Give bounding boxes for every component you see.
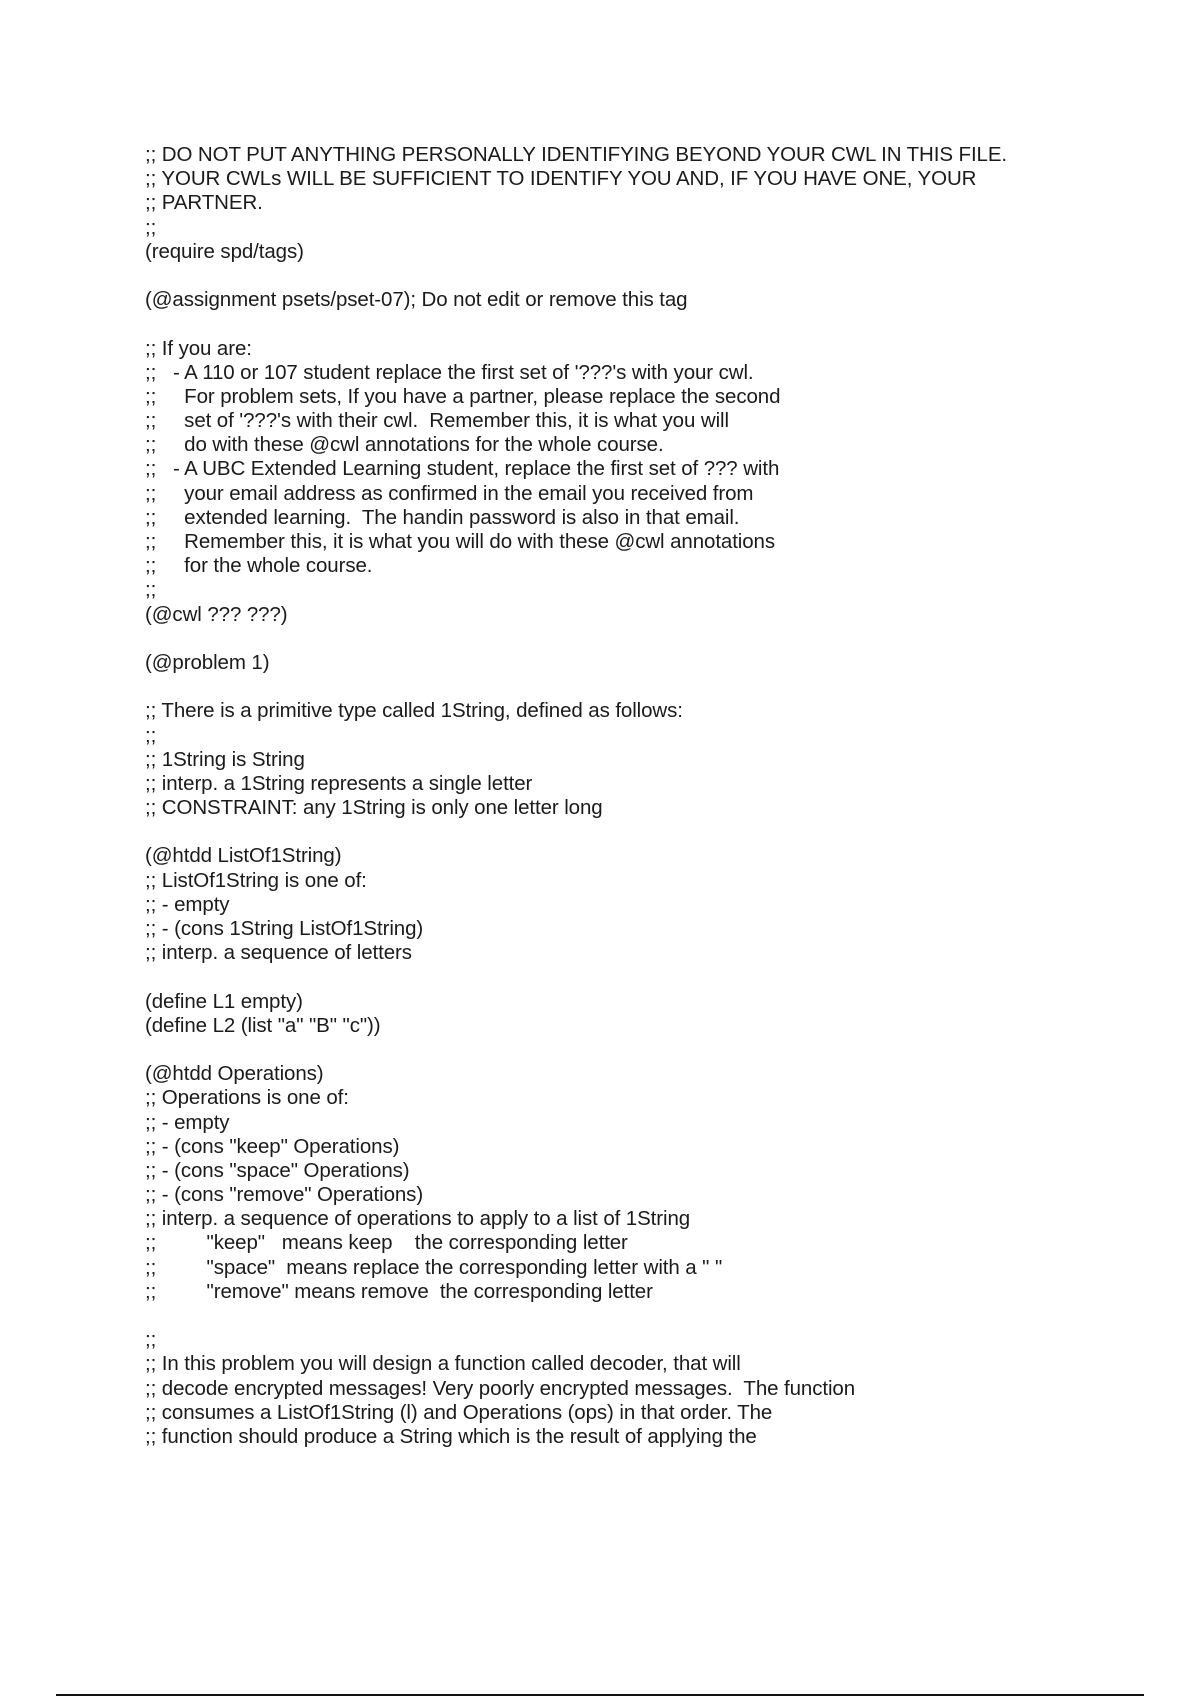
code-line: ;; decode encrypted messages! Very poorly encrypted messages. The function xyxy=(145,1376,856,1400)
code-line: ;; Operations is one of: xyxy=(145,1086,349,1110)
code-line: ;; YOUR CWLs WILL BE SUFFICIENT TO IDENTIFY YOU AND, IF YOU HAVE ONE, YOUR xyxy=(145,167,977,191)
code-line: ;; - empty xyxy=(145,1110,230,1134)
code-line: ;; xyxy=(145,215,157,239)
code-line: ;; function should produce a String which is the result of applying the xyxy=(145,1424,757,1448)
page-bottom-rule xyxy=(56,1694,1144,1696)
code-line: (@assignment psets/pset-07); Do not edit or remove this tag xyxy=(145,288,688,312)
code-line xyxy=(145,312,1155,336)
code-line: ;; For problem sets, If you have a partner, please replace the second xyxy=(145,384,781,408)
code-line: (@problem 1) xyxy=(145,650,270,674)
code-line: ;; xyxy=(145,578,157,602)
code-line: ;; - (cons "space" Operations) xyxy=(145,1158,410,1182)
code-line: (@htdd ListOf1String) xyxy=(145,844,342,868)
code-line: (define L1 empty) xyxy=(145,989,303,1013)
code-line: ;; xyxy=(145,723,157,747)
code-line: ;; In this problem you will design a function called decoder, that will xyxy=(145,1352,741,1376)
code-line: ;; - empty xyxy=(145,892,230,916)
code-line: ;; set of '???'s with their cwl. Remember this, it is what you will xyxy=(145,409,729,433)
code-line: (require spd/tags) xyxy=(145,239,304,263)
code-line: ;; If you are: xyxy=(145,336,252,360)
code-line: ;; for the whole course. xyxy=(145,554,373,578)
code-line: ;; consumes a ListOf1String (l) and Operations (ops) in that order. The xyxy=(145,1400,773,1424)
code-line: ;; interp. a sequence of operations to apply to a list of 1String xyxy=(145,1207,691,1231)
code-line xyxy=(145,1038,1155,1062)
code-line: ;; xyxy=(145,1328,157,1352)
code-line: ;; interp. a sequence of letters xyxy=(145,941,412,965)
code-line: ;; your email address as confirmed in the email you received from xyxy=(145,481,754,505)
code-line xyxy=(145,965,1155,989)
code-line xyxy=(145,264,1155,288)
code-line: (@cwl ??? ???) xyxy=(145,602,288,626)
code-line: ;; - A 110 or 107 student replace the first set of '???'s with your cwl. xyxy=(145,360,754,384)
code-line: ;; DO NOT PUT ANYTHING PERSONALLY IDENTIFYING BEYOND YOUR CWL IN THIS FILE. xyxy=(145,143,1008,166)
code-line xyxy=(145,627,1155,651)
code-line: ;; "keep" means keep the corresponding letter xyxy=(145,1231,628,1255)
code-line: ;; do with these @cwl annotations for the whole course. xyxy=(145,433,664,457)
code-line: ;; extended learning. The handin password is also in that email. xyxy=(145,505,740,529)
code-line: ;; - (cons "keep" Operations) xyxy=(145,1134,400,1158)
code-line: ;; ListOf1String is one of: xyxy=(145,868,367,892)
code-line: ;; interp. a 1String represents a single letter xyxy=(145,771,533,795)
code-line xyxy=(145,1304,1155,1328)
code-line: ;; - (cons "remove" Operations) xyxy=(145,1183,424,1207)
code-line xyxy=(145,675,1155,699)
code-line: (define L2 (list "a" "B" "c")) xyxy=(145,1013,381,1037)
code-line: ;; 1String is String xyxy=(145,747,305,771)
code-line: ;; CONSTRAINT: any 1String is only one letter long xyxy=(145,796,603,820)
code-line: ;; There is a primitive type called 1String, defined as follows: xyxy=(145,699,683,723)
code-line: ;; "space" means replace the corresponding letter with a " " xyxy=(145,1255,723,1279)
code-line: ;; Remember this, it is what you will do with these @cwl annotations xyxy=(145,530,776,553)
code-listing xyxy=(145,143,1155,1449)
code-line: ;; "remove" means remove the corresponding letter xyxy=(145,1279,653,1303)
code-line xyxy=(145,820,1155,844)
code-line: ;; PARTNER. xyxy=(145,191,263,215)
code-line: (@htdd Operations) xyxy=(145,1062,324,1086)
code-line: ;; - (cons 1String ListOf1String) xyxy=(145,917,424,940)
code-line: ;; - A UBC Extended Learning student, replace the first set of ??? with xyxy=(145,457,780,481)
